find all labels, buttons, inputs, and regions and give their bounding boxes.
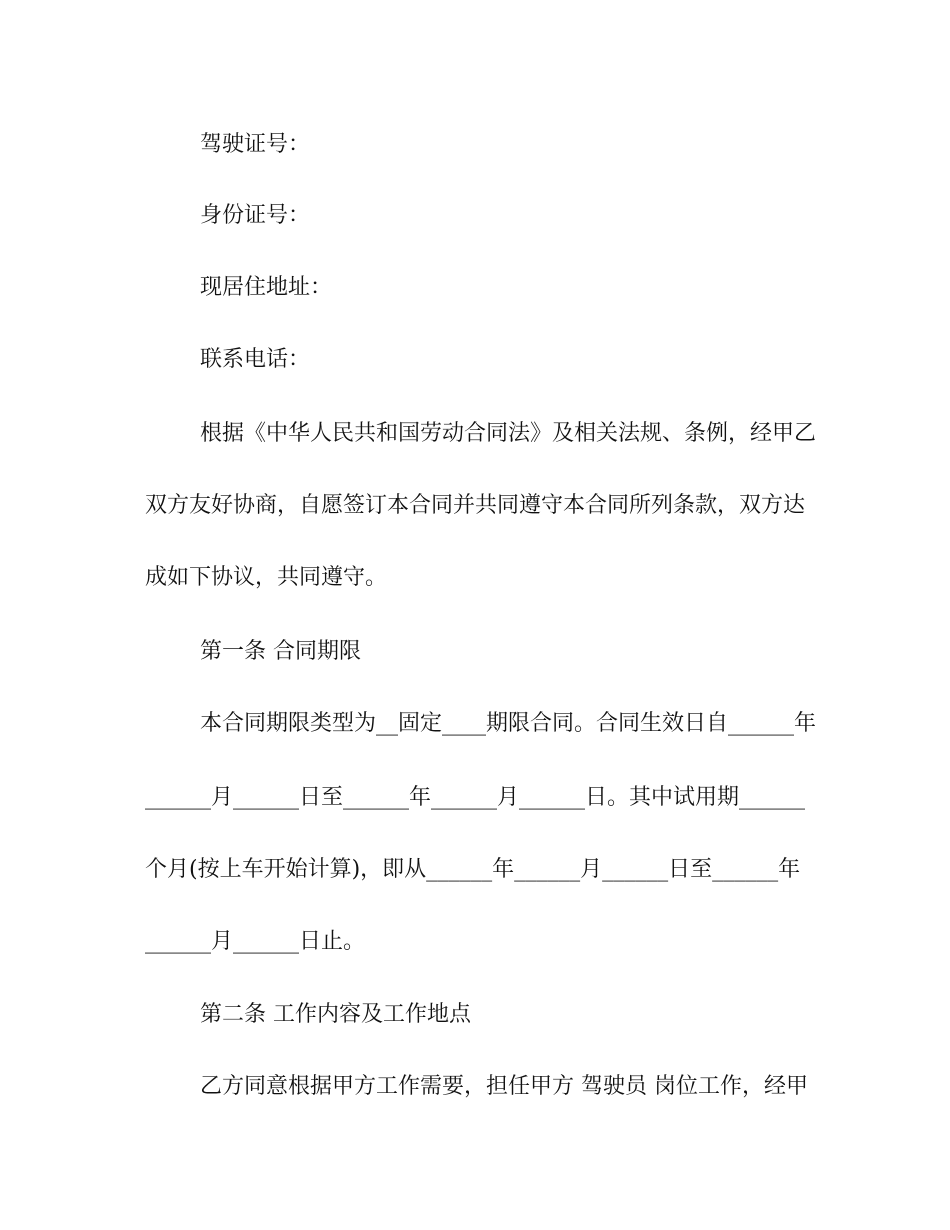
article-2-heading: 第二条 工作内容及工作地点	[200, 1002, 471, 1027]
address-label: 现居住地址：	[200, 275, 333, 300]
article-1-line-1: 本合同期限类型为__固定____期限合同。合同生效日自______年	[200, 711, 817, 736]
article-2-line-1: 乙方同意根据甲方工作需要，担任甲方 驾驶员 岗位工作，经甲	[200, 1074, 808, 1099]
preamble-line-2: 双方友好协商，自愿签订本合同并共同遵守本合同所列条款，双方达	[145, 493, 806, 518]
phone-label: 联系电话：	[200, 347, 311, 372]
article-1-heading: 第一条 合同期限	[200, 639, 361, 664]
id-number-label: 身份证号：	[200, 203, 311, 228]
preamble-line-3: 成如下协议，共同遵守。	[145, 565, 388, 590]
article-1-line-3: 个月(按上车开始计算)，即从______年______月______日至______年	[145, 857, 801, 882]
preamble-line-1: 根据《中华人民共和国劳动合同法》及相关法规、条例，经甲乙	[200, 421, 817, 446]
driver-license-label: 驾驶证号：	[200, 132, 311, 157]
article-1-line-2: ______月______日至______年______月______日。其中试用期______	[145, 785, 806, 810]
article-1-line-4: ______月______日止。	[145, 929, 366, 954]
